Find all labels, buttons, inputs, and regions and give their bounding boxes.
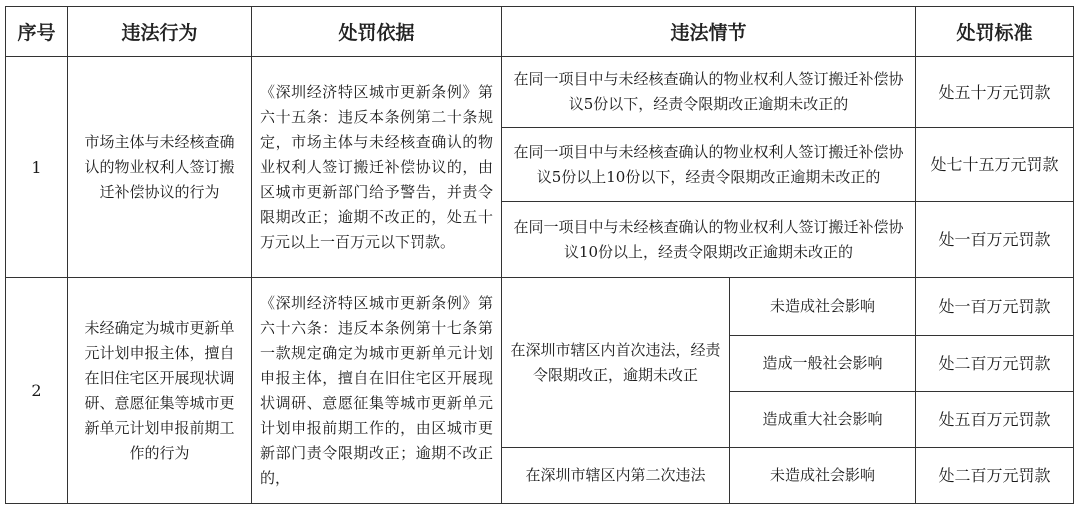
penalty-cell: 处七十五万元罚款 xyxy=(916,128,1074,202)
header-penalty-standard: 处罚标准 xyxy=(916,7,1074,57)
header-penalty-basis: 处罚依据 xyxy=(252,7,502,57)
penalty-table-container xyxy=(5,6,1073,500)
table-row xyxy=(6,278,1074,336)
impact-cell: 未造成社会影响 xyxy=(730,448,916,504)
impact-cell: 造成一般社会影响 xyxy=(730,336,916,392)
row-serial-no: 2 xyxy=(6,278,68,504)
impact-cell: 未造成社会影响 xyxy=(730,278,916,336)
penalty-standards-table xyxy=(5,6,1074,504)
row-serial-no: 1 xyxy=(6,57,68,278)
table-row xyxy=(6,57,1074,128)
violation-behavior-cell: 未经确定为城市更新单元计划申报主体，擅自在旧住宅区开展现状调研、意愿征集等城市更新单元计划申报前期工作的行为 xyxy=(68,278,252,504)
table-header-row xyxy=(6,7,1074,57)
header-violation-circumstances: 违法情节 xyxy=(502,7,916,57)
penalty-basis-cell: 《深圳经济特区城市更新条例》第六十六条：违反本条例第十七条第一款规定确定为城市更新单元计划申报主体，擅自在旧住宅区开展现状调研、意愿征集等城市更新单元计划申报前期工作的，由区城市更新部门责令限期改正；逾期不改正的， xyxy=(252,278,502,504)
penalty-cell: 处五百万元罚款 xyxy=(916,392,1074,448)
circumstance-cell: 在同一项目中与未经核查确认的物业权利人签订搬迁补偿协议5份以上10份以下，经责令限期改正逾期未改正的 xyxy=(502,128,916,202)
violation-behavior-cell: 市场主体与未经核查确认的物业权利人签订搬迁补偿协议的行为 xyxy=(68,57,252,278)
impact-cell: 造成重大社会影响 xyxy=(730,392,916,448)
header-serial-no: 序号 xyxy=(6,7,68,57)
header-violation-behavior: 违法行为 xyxy=(68,7,252,57)
penalty-basis-cell: 《深圳经济特区城市更新条例》第六十五条：违反本条例第二十条规定，市场主体与未经核查确认的物业权利人签订搬迁补偿协议的，由区城市更新部门给予警告，并责令限期改正；逾期不改正的，处五十万元以上一百万元以下罚款。 xyxy=(252,57,502,278)
penalty-cell: 处二百万元罚款 xyxy=(916,448,1074,504)
penalty-cell: 处一百万元罚款 xyxy=(916,278,1074,336)
circumstance-cell: 在同一项目中与未经核查确认的物业权利人签订搬迁补偿协议5份以下，经责令限期改正逾期未改正的 xyxy=(502,57,916,128)
penalty-cell: 处五十万元罚款 xyxy=(916,57,1074,128)
penalty-cell: 处一百万元罚款 xyxy=(916,202,1074,278)
circumstance-cell: 在同一项目中与未经核查确认的物业权利人签订搬迁补偿协议10份以上，经责令限期改正逾期未改正的 xyxy=(502,202,916,278)
situation-cell: 在深圳市辖区内首次违法，经责令限期改正，逾期未改正 xyxy=(502,278,730,448)
situation-cell: 在深圳市辖区内第二次违法 xyxy=(502,448,730,504)
penalty-cell: 处二百万元罚款 xyxy=(916,336,1074,392)
